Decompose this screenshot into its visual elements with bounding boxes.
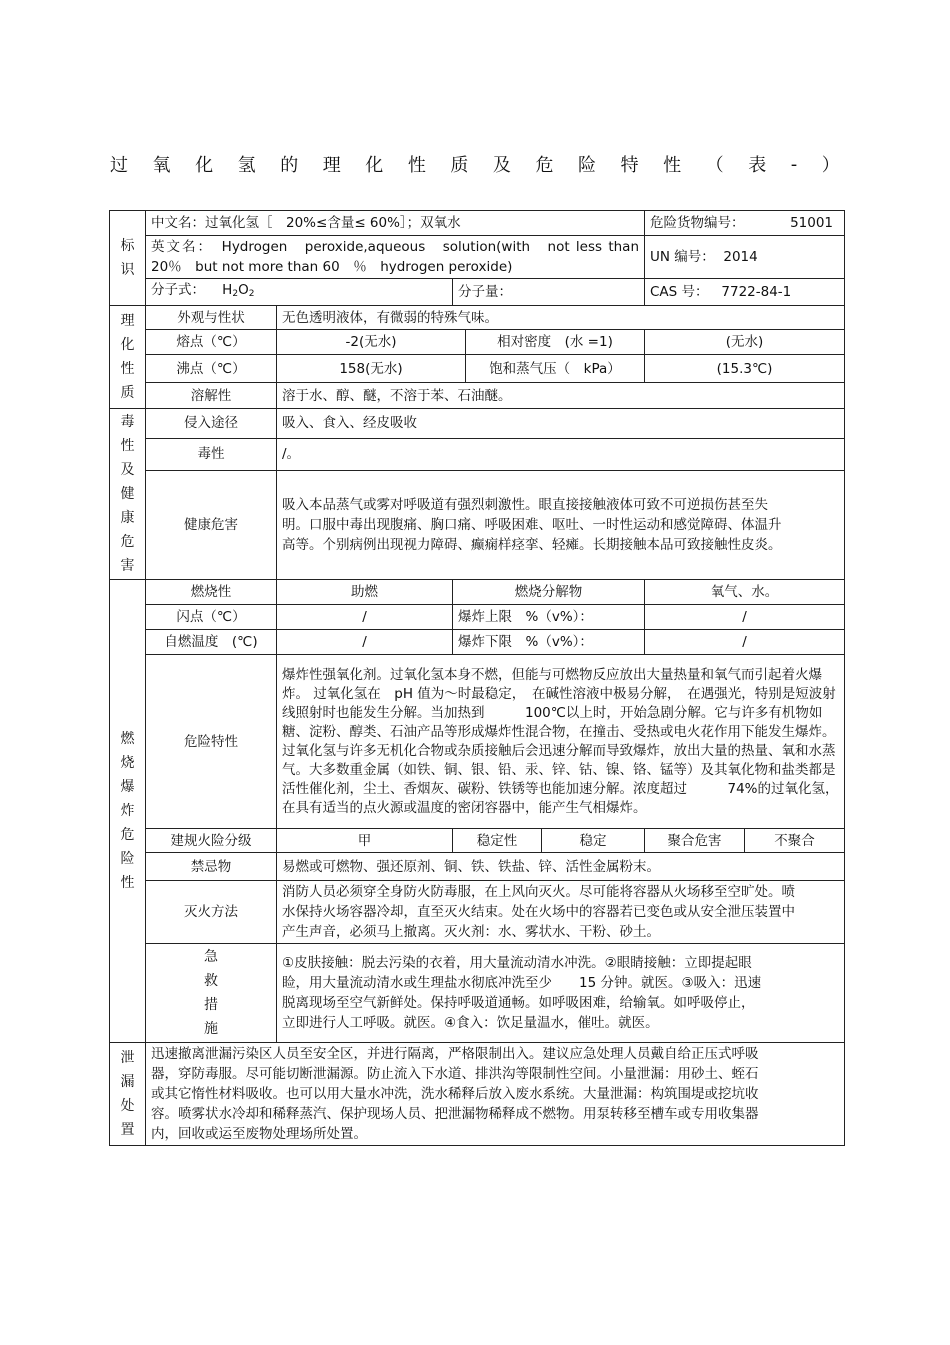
title-char: 特: [620, 155, 639, 176]
title-char: （: [705, 155, 724, 176]
solubility-label: 溶解性: [146, 383, 277, 409]
boiling-point-value: 158(无水): [277, 355, 466, 383]
lower-limit-label: 爆炸下限 %（v%）：: [453, 630, 645, 655]
hazard-number-cell: [645, 211, 845, 236]
title-char: 过: [110, 155, 128, 176]
title-char: -: [790, 153, 798, 175]
incompatible-value: 易燃或可燃物、强还原剂、铜、铁、铁盐、锌、活性金属粉末。: [277, 853, 845, 881]
section-health: 毒性及健康危害: [110, 409, 146, 580]
upper-limit-label: 爆炸上限 %（v%）：: [453, 605, 645, 630]
cn-name: 中文名：过氧化氢［ 20%≤含量≤ 60%］；双氧水: [146, 211, 645, 236]
density-value: (无水): [645, 330, 845, 355]
molecular-weight-label: 分子量：: [453, 279, 645, 306]
appearance-label: 外观与性状: [146, 306, 277, 330]
upper-limit-value: /: [645, 605, 845, 630]
leak-text: 迅速撤离泄漏污染区人员至安全区，并进行隔离，严格限制出入。建议应急处理人员戴自给正压式呼吸器，穿防毒服。尽可能切断泄漏源。防止流入下水道、排洪沟等限制性空间。小量泄漏：用砂土、蛭石或其它惰性材料吸收。也可以用大量水冲洗，洗水稀释后放入废水系统。大量泄漏：构筑围堤或挖坑收容。喷雾状水冷却和稀释蒸汽、保护现场人员、把泄漏物稀释成不燃物。用泵转移至槽车或专用收集器内，回收或运至废物处理场所处置。: [146, 1043, 845, 1146]
health-hazard-text: 吸入本品蒸气或雾对呼吸道有强烈刺激性。眼直接接触液体可致不可逆损伤甚至失明。口服中毒出现腹痛、胸口痛、呼吸困难、呕吐、一时性运动和感觉障碍、体温升高等。个别病例出现视力障碍、癫痫样痉挛、轻瘫。长期接触本品可致接触性皮炎。: [277, 470, 845, 579]
title-char: 险: [578, 155, 597, 176]
title-char: 理: [322, 155, 341, 176]
danger-text: 爆炸性强氧化剂。过氧化氢本身不燃，但能与可燃物反应放出大量热量和氧气而引起着火爆炸。 过氧化氢在 pH 值为～时最稳定， 在碱性溶液中极易分解， 在遇强光，特别是短波射线照射时也能发生分解。当加热到 100℃以上时，开始急剧分解。它与许多有机物如糖、淀粉、醇类、石油产品等形成爆炸性混合物，在撞击、受热或电火花作用下能发生爆炸。过氧化氢与许多无机化合物或杂质接触后会迅速分解而导致爆炸，放出大量的热量、氧和水蒸气。大多数重金属（如铁、铜、银、铅、汞、锌、钴、镍、铬、锰等）及其氧化物和盐类都是活性催化剂，尘土、香烟灰、碳粉、铁锈等也能加速分解。浓度超过 74%的过氧化氢，在具有适当的点火源或温度的密闭容器中，能产生气相爆炸。: [277, 655, 845, 829]
title-char: 质: [450, 155, 469, 176]
route-label: 侵入途径: [146, 409, 277, 439]
formula-o: O: [238, 282, 249, 298]
melting-point-value: -2(无水): [277, 330, 466, 355]
en-name-line2: 20％ but not more than 60 ％ hydrogen peroxide): [151, 259, 513, 275]
page-title: [110, 150, 840, 178]
stability-label: 稳定性: [453, 829, 542, 853]
title-char: ）: [821, 155, 840, 176]
autoignition-label: 自燃温度 (℃): [146, 630, 277, 655]
combustibility-value: 助燃: [277, 580, 453, 605]
danger-label: 危险特性: [146, 655, 277, 829]
un-number: 2014: [723, 249, 758, 265]
cas-number: 7722-84-1: [721, 284, 792, 300]
vapor-pressure-label: 饱和蒸气压（ kPa）: [466, 355, 645, 383]
combustibility-label: 燃烧性: [146, 580, 277, 605]
incompatible-label: 禁忌物: [146, 853, 277, 881]
section-firstaid: 急救措施: [146, 944, 277, 1043]
title-char: 表: [748, 155, 767, 176]
formula-h: H: [222, 282, 233, 298]
boiling-point-label: 沸点（℃）: [146, 355, 277, 383]
polymerization-value: 不聚合: [745, 829, 845, 853]
extinguish-text: 消防人员必须穿全身防火防毒服，在上风向灭火。尽可能将容器从火场移至空旷处。喷水保持火场容器冷却，直至灭火结束。处在火场中的容器若已变色或从安全泄压装置中产生声音，必须马上撤离。灭火剂：水、雾状水、干粉、砂土。: [277, 881, 845, 944]
en-name-cell: [146, 236, 645, 279]
firstaid-text: ①皮肤接触：脱去污染的衣着，用大量流动清水冲洗。②眼睛接触：立即提起眼睑，用大量流动清水或生理盐水彻底冲洗至少 15 分钟。就医。③吸入：迅速脱离现场至空气新鲜处。保持呼吸道通畅。如呼吸困难，给输氧。如呼吸停止，立即进行人工呼吸。就医。④食入：饮足量温水，催吐。就医。: [277, 944, 845, 1043]
flash-point-label: 闪点（℃）: [146, 605, 277, 630]
title-char: 化: [365, 155, 384, 176]
msds-table: [109, 210, 845, 1146]
un-number-label: UN 编号：: [650, 249, 715, 265]
formula-sub-2: 2: [232, 289, 239, 299]
title-char: 的: [280, 155, 299, 176]
title-char: 危: [535, 155, 554, 176]
formula-sub-2: 2: [248, 289, 255, 299]
fire-class-value: 甲: [277, 829, 453, 853]
extinguish-label: 灭火方法: [146, 881, 277, 944]
title-char: 氢: [237, 155, 256, 176]
polymerization-label: 聚合危害: [645, 829, 745, 853]
section-fire: 燃烧爆炸危险性: [110, 580, 146, 1043]
section-physchem: 理化性质: [110, 306, 146, 409]
title-char: 性: [407, 155, 426, 176]
toxicity-value: /。: [277, 438, 845, 470]
toxicity-label: 毒性: [146, 438, 277, 470]
route-value: 吸入、食入、经皮吸收: [277, 409, 845, 439]
un-number-cell: [645, 236, 845, 279]
melting-point-label: 熔点（℃）: [146, 330, 277, 355]
section-leak: 泄漏处置: [110, 1043, 146, 1146]
lower-limit-value: /: [645, 630, 845, 655]
combustion-products-value: 氧气、水。: [645, 580, 845, 605]
hazard-number: 51001: [790, 215, 834, 231]
formula-cell: [146, 279, 453, 306]
stability-value: 稳定: [542, 829, 645, 853]
hazard-number-label: 危险货物编号：: [650, 215, 745, 231]
vapor-pressure-value: (15.3℃): [645, 355, 845, 383]
solubility-value: 溶于水、醇、醚，不溶于苯、石油醚。: [277, 383, 845, 409]
cas-cell: [645, 279, 845, 306]
en-name-line1: 英文名： Hydrogen peroxide,aqueous solution(with not less than: [151, 239, 639, 255]
combustion-products-label: 燃烧分解物: [453, 580, 645, 605]
cas-label: CAS 号：: [650, 284, 709, 300]
health-hazard-label: 健康危害: [146, 470, 277, 579]
fire-class-label: 建规火险分级: [146, 829, 277, 853]
title-char: 氧: [152, 155, 171, 176]
formula-label: 分子式：: [151, 282, 205, 298]
title-char: 性: [663, 155, 682, 176]
density-label: 相对密度 (水 =1): [466, 330, 645, 355]
title-char: 化: [195, 155, 214, 176]
flash-point-value: /: [277, 605, 453, 630]
autoignition-value: /: [277, 630, 453, 655]
section-identity: 标识: [110, 211, 146, 306]
title-char: 及: [492, 155, 511, 176]
appearance-value: 无色透明液体，有微弱的特殊气味。: [277, 306, 845, 330]
